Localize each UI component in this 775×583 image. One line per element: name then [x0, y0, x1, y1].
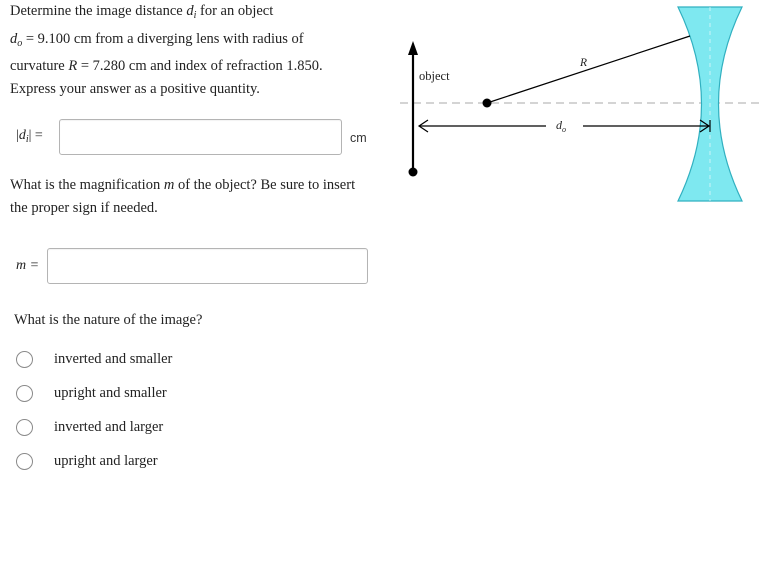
do-label-sub: o — [562, 125, 566, 134]
q1-do-sub: o — [17, 37, 23, 49]
radius-line — [487, 36, 690, 103]
option-label: upright and larger — [54, 452, 158, 469]
q1-R-symbol: R — [68, 58, 78, 75]
center-of-curvature-dot — [483, 99, 492, 108]
option-label: upright and smaller — [54, 384, 167, 401]
radius-label: R — [580, 57, 588, 69]
q1-line1-suffix: for an object — [196, 3, 274, 19]
q1-line3-prefix: curvature — [10, 58, 69, 75]
option-label: inverted and larger — [54, 418, 164, 435]
q1-di-symbol: d — [186, 3, 194, 19]
q2-line1-prefix: What is the magnification — [10, 177, 164, 193]
a1-label-close: | = — [28, 128, 43, 143]
object-label: object — [419, 69, 450, 83]
option-label: inverted and smaller — [54, 350, 173, 367]
q1-line2-rest: = 9.100 cm from a diverging lens with radius of — [22, 30, 304, 47]
q2-line2: the proper sign if needed. — [10, 200, 158, 216]
answer-2-label: m = — [16, 258, 40, 273]
q2-line1-suffix: of the object? Be sure to insert — [174, 177, 356, 193]
q1-line3-rest: = 7.280 cm and index of refraction 1.850. — [77, 58, 323, 75]
question-3-text: What is the nature of the image? — [14, 312, 203, 328]
a1-label-sub: i — [25, 134, 29, 145]
q2-m-symbol: m — [163, 177, 175, 193]
do-label — [556, 118, 566, 134]
q1-line1-prefix: Determine the image distance — [10, 3, 187, 19]
q1-do-symbol: d — [10, 30, 18, 47]
object-base-dot — [409, 168, 418, 177]
answer-1-unit: cm — [350, 131, 367, 145]
do-label-symbol: d — [556, 118, 562, 132]
q1-di-sub: i — [193, 10, 197, 21]
a1-label-open: | — [16, 128, 19, 143]
q1-line4: Express your answer as a positive quantity. — [10, 81, 260, 98]
object-arrow-head — [408, 41, 418, 55]
a1-label-symbol: d — [18, 128, 26, 143]
